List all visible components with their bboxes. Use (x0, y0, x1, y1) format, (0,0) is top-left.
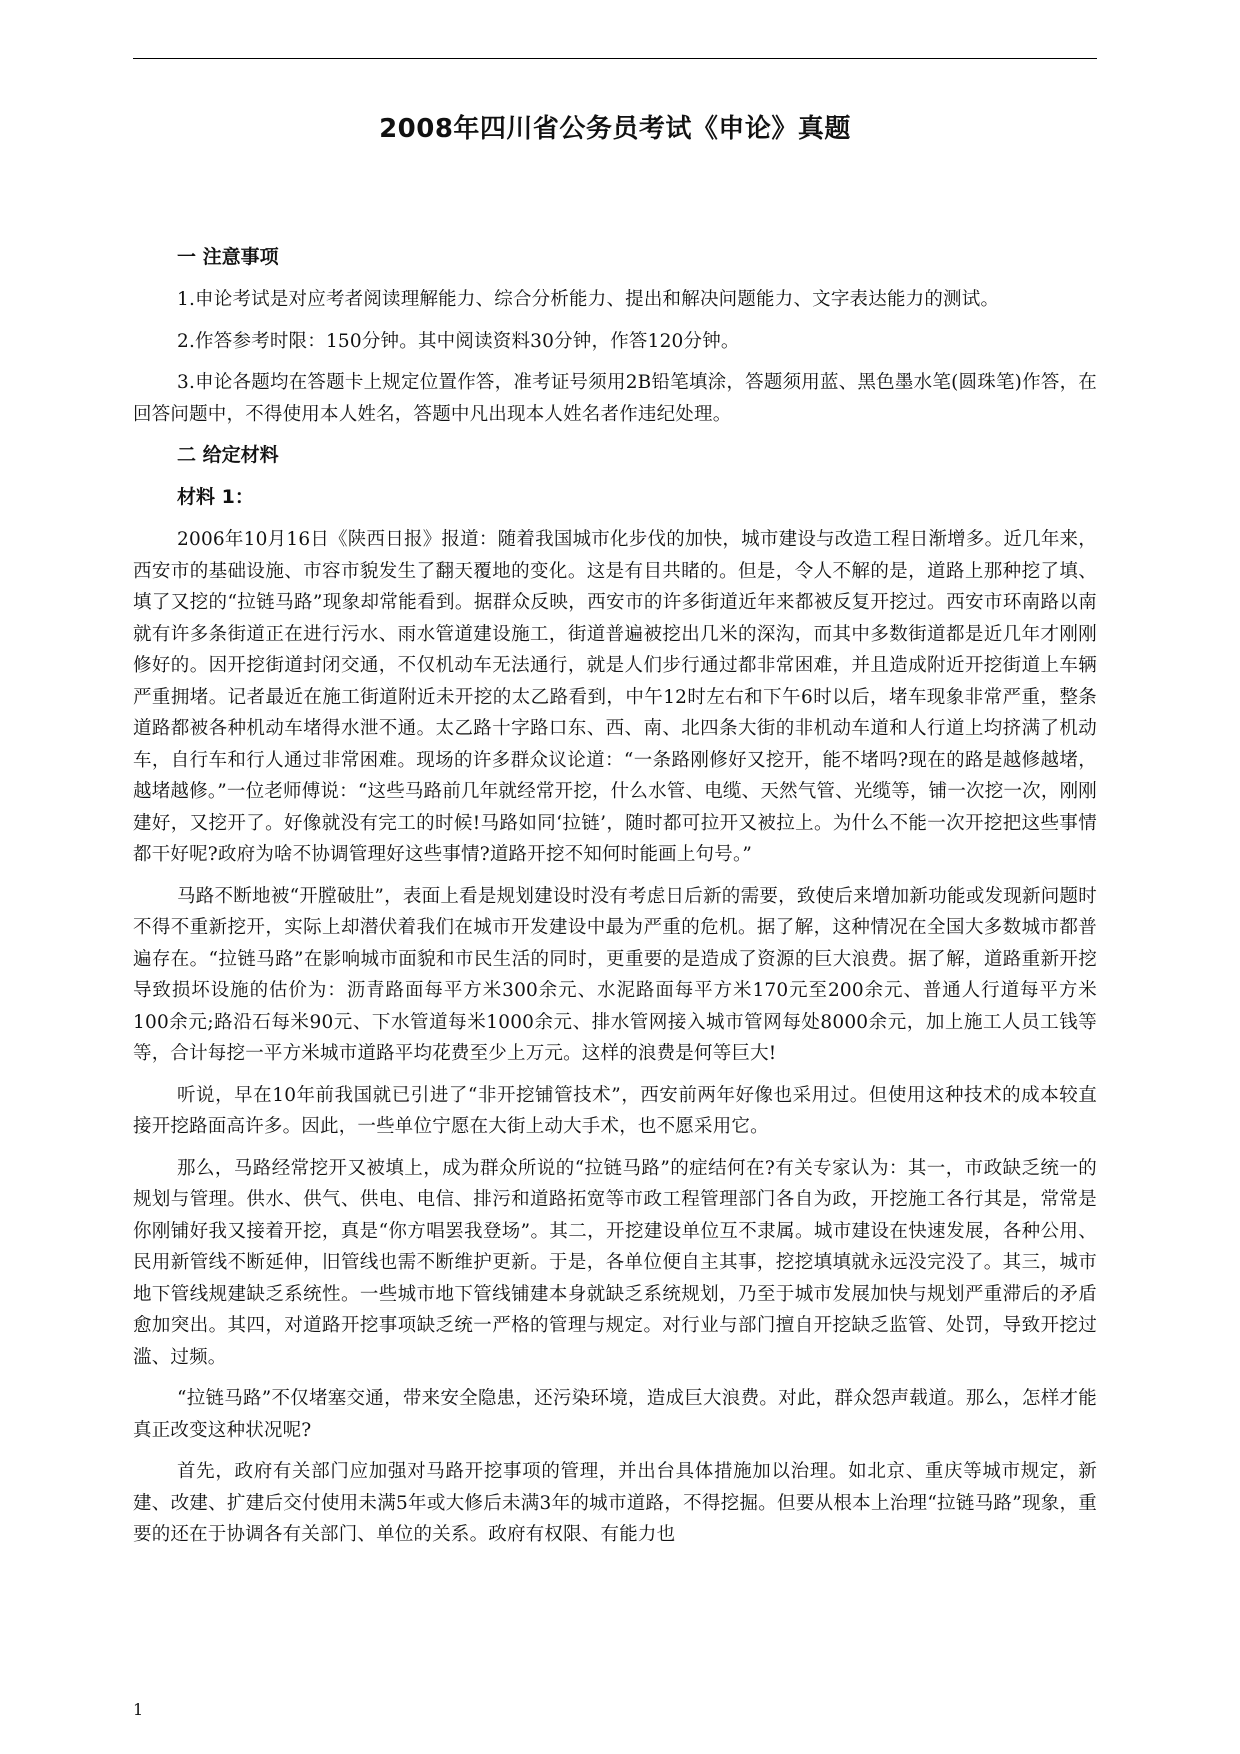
notes-item-3: 3.申论各题均在答题卡上规定位置作答，准考证号须用2B铅笔填涂，答题须用蓝、黑色墨水笔(圆珠笔)作答，在回答问题中，不得使用本人姓名，答题中凡出现本人姓名者作违纪处理。 (133, 372, 1097, 425)
material-paragraph: 马路不断地被“开膛破肚”，表面上看是规划建设时没有考虑日后新的需要，致使后来增加新功能或发现新问题时不得不重新挖开，实际上却潜伏着我们在城市开发建设中最为严重的危机。据了解，这种情况在全国大多数城市都普遍存在。“拉链马路”在影响城市面貌和市民生活的同时，更重要的是造成了资源的巨大浪费。据了解，道路重新开挖导致损坏设施的估价为：沥青路面每平方米300余元、水泥路面每平方米170元至200余元、普通人行道每平方米100余元;路沿石每米90元、下水管道每米1000余元、排水管网接入城市管网每处8000余元，加上施工人员工钱等等，合计每挖一平方米城市道路平均花费至少上万元。这样的浪费是何等巨大! (133, 885, 1097, 1064)
header-rule (133, 58, 1097, 59)
page-number: 1 (133, 1700, 144, 1719)
material-paragraph: “拉链马路”不仅堵塞交通，带来安全隐患，还污染环境，造成巨大浪费。对此，群众怨声载道。那么，怎样才能真正改变这种状况呢? (133, 1388, 1097, 1441)
section-heading-notes: 一 注意事项 (177, 246, 279, 268)
section-heading-materials: 二 给定材料 (177, 444, 279, 466)
material-label: 材料 1： (177, 486, 254, 508)
page-title: 2008年四川省公务员考试《申论》真题 (379, 114, 851, 144)
notes-item-2: 2.作答参考时限：150分钟。其中阅读资料30分钟，作答120分钟。 (177, 330, 740, 352)
material-paragraph: 听说，早在10年前我国就已引进了“非开挖铺管技术”，西安前两年好像也采用过。但使用这种技术的成本较直接开挖路面高许多。因此，一些单位宁愿在大街上动大手术，也不愿采用它。 (133, 1084, 1097, 1137)
notes-item-1: 1.申论考试是对应考者阅读理解能力、综合分析能力、提出和解决问题能力、文字表达能力的测试。 (177, 289, 1000, 310)
material-paragraph: 首先，政府有关部门应加强对马路开挖事项的管理，并出台具体措施加以治理。如北京、重庆等城市规定，新建、改建、扩建后交付使用未满5年或大修后未满3年的城市道路，不得挖掘。但要从根本上治理“拉链马路”现象，重要的还在于协调各有关部门、单位的关系。政府有权限、有能力也 (133, 1461, 1097, 1545)
document-body (133, 242, 1097, 1561)
material-paragraph: 那么，马路经常挖开又被填上，成为群众所说的“拉链马路”的症结何在?有关专家认为：其一，市政缺乏统一的规划与管理。供水、供气、供电、电信、排污和道路拓宽等市政工程管理部门各自为政，开挖施工各行其是，常常是你刚铺好我又接着开挖，真是“你方唱罢我登场”。其二，开挖建设单位互不隶属。城市建设在快速发展，各种公用、民用新管线不断延伸，旧管线也需不断维护更新。于是，各单位便自主其事，挖挖填填就永远没完没了。其三，城市地下管线规建缺乏系统性。一些城市地下管线铺建本身就缺乏系统规划，乃至于城市发展加快与规划严重滞后的矛盾愈加突出。其四，对道路开挖事项缺乏统一严格的管理与规定。对行业与部门擅自开挖缺乏监管、处罚，导致开挖过滥、过频。 (133, 1157, 1097, 1368)
material-paragraph: 2006年10月16日《陕西日报》报道：随着我国城市化步伐的加快，城市建设与改造工程日渐增多。近几年来，西安市的基础设施、市容市貌发生了翻天覆地的变化。这是有目共睹的。但是，令人不解的是，道路上那种挖了填、填了又挖的“拉链马路”现象却常能看到。据群众反映，西安市的许多街道近年来都被反复开挖过。西安市环南路以南就有许多条街道正在进行污水、雨水管道建设施工，街道普遍被挖出几米的深沟，而其中多数街道都是近几年才刚刚修好的。因开挖街道封闭交通，不仅机动车无法通行，就是人们步行通过都非常困难，并且造成附近开挖街道上车辆严重拥堵。记者最近在施工街道附近未开挖的太乙路看到，中午12时左右和下午6时以后，堵车现象非常严重，整条道路都被各种机动车堵得水泄不通。太乙路十字路口东、西、南、北四条大街的非机动车道和人行道上均挤满了机动车，自行车和行人通过非常困难。现场的许多群众议论道：“一条路刚修好又挖开，能不堵吗?现在的路是越修越堵，越堵越修。”一位老师傅说：“这些马路前几年就经常开挖，什么水管、电缆、天然气管、光缆等，铺一次挖一次，刚刚建好，又挖开了。好像就没有完工的时候!马路如同‘拉链’，随时都可拉开又被拉上。为什么不能一次开挖把这些事情都干好呢?政府为啥不协调管理好这些事情?道路开挖不知何时能画上句号。” (133, 529, 1097, 865)
